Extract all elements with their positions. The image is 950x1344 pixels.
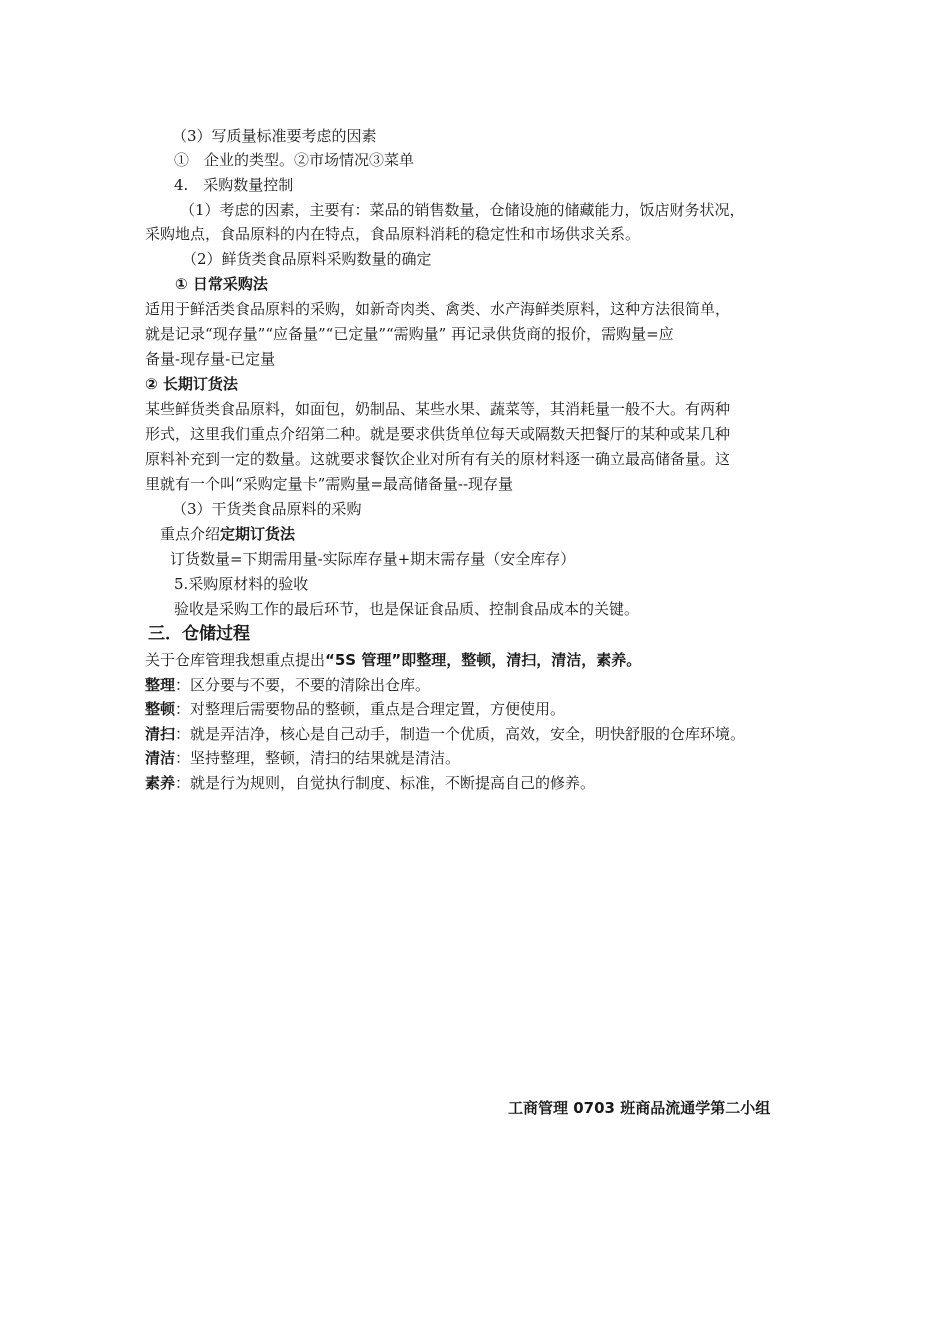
term: 清洁 <box>145 749 176 767</box>
term: 整理 <box>145 676 176 694</box>
term: 清扫 <box>145 725 176 743</box>
paragraph-acceptance: 验收是采购工作的最后环节，也是保证食品质、控制食品成本的关键。 <box>174 600 640 618</box>
definition: ：对整理后需要物品的整顿，重点是合理定置，方便使用。 <box>175 700 566 718</box>
list-item-5s <box>145 722 745 746</box>
text-prefix: 重点介绍 <box>160 525 221 543</box>
heading-fresh-goods-quantity: （2）鲜货类食品原料采购数量的确定 <box>182 250 432 268</box>
term: 素养 <box>145 774 176 792</box>
paragraph-long-term-line4: 里就有一个叫“采购定量卡”需购量=最高储备量--现存量 <box>145 475 514 493</box>
paragraph-daily-method-line3: 备量-现存量-已定量 <box>145 350 276 368</box>
text-prefix: 关于仓库管理我想重点提出 <box>145 651 326 669</box>
paragraph-daily-method-line1: 适用于鲜活类食品原料的采购，如新奇肉类、禽类、水产海鲜类原料，这种方法很简单， <box>145 300 731 318</box>
paragraph-5s-intro <box>145 648 641 672</box>
paragraph-factors-line1: （1）考虑的因素，主要有：菜品的销售数量，仓储设施的储藏能力，饭店财务状况， <box>180 201 745 219</box>
term: 整顿 <box>145 700 176 718</box>
list-item-5s <box>145 746 460 770</box>
paragraph-long-term-line1: 某些鲜货类食品原料，如面包，奶制品、某些水果、蔬菜等，其消耗量一般不大。有两种 <box>145 400 731 418</box>
definition: ：坚持整理，整顿，清扫的结果就是清洁。 <box>175 749 461 767</box>
paragraph-quality-standard-factors: （3）写质量标准要考虑的因素 <box>172 127 377 145</box>
paragraph-factors-line2: 采购地点，食品原料的内在特点，食品原料消耗的稳定性和市场供求关系。 <box>145 225 641 243</box>
text-5s-management: “5S 管理”即整理，整顿，清扫，清洁，素养。 <box>325 651 642 669</box>
footer-group-name: 工商管理 0703 班商品流通学第二小组 <box>508 1099 771 1117</box>
text-fixed-period-order-method: 定期订货法 <box>220 525 296 543</box>
list-item-5s <box>145 771 595 795</box>
definition: ：区分要与不要，不要的清除出仓库。 <box>175 676 431 694</box>
heading-acceptance: 5.采购原材料的验收 <box>174 575 309 593</box>
paragraph-order-quantity-formula: 订货数量=下期需用量-实际库存量+期末需存量（安全库存） <box>170 550 576 568</box>
paragraph-daily-method-line2: 就是记录“现存量”“应备量”“已定量”“需购量” 再记录供货商的报价，需购量=应 <box>145 325 674 343</box>
paragraph-long-term-line2: 形式，这里我们重点介绍第二种。就是要求供货单位每天或隔数天把餐厅的某种或某几种 <box>145 425 731 443</box>
paragraph-fixed-period-intro <box>160 522 295 546</box>
section-title-storage-process: 三．仓储过程 <box>148 624 250 644</box>
heading-daily-purchase-method: ① 日常采购法 <box>175 275 268 293</box>
list-item-5s <box>145 673 430 697</box>
definition: ：就是弄洁净，核心是自己动手，制造一个优质，高效，安全，明快舒服的仓库环境。 <box>175 725 746 743</box>
heading-purchase-quantity-control: 4. 采购数量控制 <box>174 176 294 194</box>
heading-dry-goods-purchase: （3）干货类食品原料的采购 <box>172 500 362 518</box>
paragraph-enterprise-type: ① 企业的类型。②市场情况③菜单 <box>174 151 415 169</box>
heading-long-term-order-method: ② 长期订货法 <box>145 375 238 393</box>
paragraph-long-term-line3: 原料补充到一定的数量。这就要求餐饮企业对所有有关的原材料逐一确立最高储备量。这 <box>145 450 731 468</box>
definition: ：就是行为规则，自觉执行制度、标准，不断提高自己的修养。 <box>175 774 596 792</box>
list-item-5s <box>145 697 565 721</box>
